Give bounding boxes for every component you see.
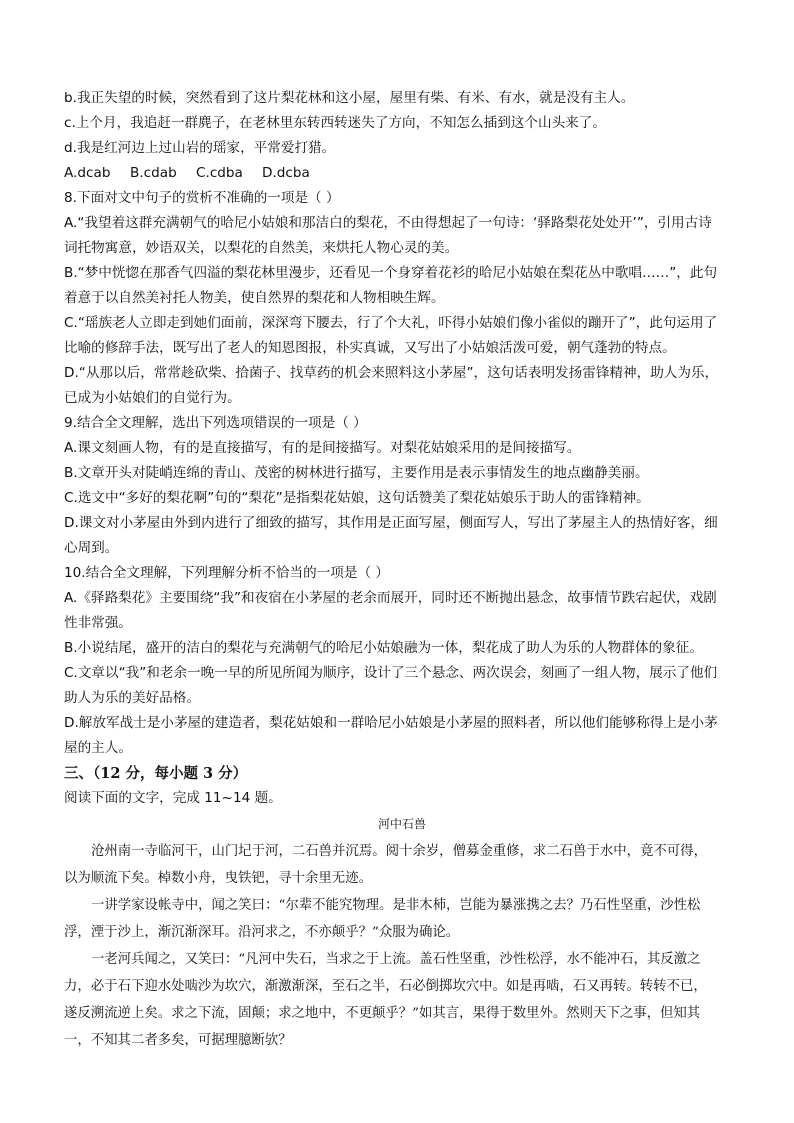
q9-option-c: C.选文中“多好的梨花啊”句的“梨花”是指梨花姑娘，这句话赞美了梨花姑娘乐于助人的雷锋精神。 [64, 490, 650, 506]
q10-option-d-cont: 屋的主人。 [64, 740, 132, 756]
passage-paragraph-3-cont-3: 一，不知其二者多矣，可据理臆断欤？ [64, 1033, 292, 1048]
q10-option-c-cont: 助人为乐的美好品格。 [64, 690, 200, 706]
passage-title: 河中石兽 [377, 817, 426, 831]
q7-answer-c: C.cdba [196, 165, 243, 181]
passage-paragraph-1: 沧州南一寺临河干，山门圮于河，二石兽并沉焉。阅十余岁，僧募金重修，求二石兽于水中，竟不可得， [91, 844, 707, 859]
q7-answer-d: D.dcba [262, 165, 310, 181]
q7-option-c: c.上个月，我追赶一群麂子，在老林里东转西转迷失了方向，不知怎么插到这个山头来了。 [64, 115, 606, 131]
q10-option-a-cont: 性非常强。 [64, 615, 132, 631]
q7-answer-a: A.dcab [64, 165, 111, 181]
q10-option-c: C.文章以“我”和老余一晚一早的所见所闻为顺序，设计了三个悬念、两次误会，刻画了一组人物，展示了他们 [64, 665, 718, 681]
q8-option-c: C.“瑶族老人立即走到她们面前，深深弯下腰去，行了个大礼，吓得小姑娘们像小雀似的蹦开了”，此句运用了 [64, 315, 718, 331]
q8-option-b: B.“梦中恍惚在那香气四溢的梨花林里漫步，还看见一个身穿着花衫的哈尼小姑娘在梨花丛中歌唱……”，此句 [64, 265, 718, 281]
q8-option-b-cont: 着意于以自然美衬托人物美，使自然界的梨花和人物相映生辉。 [64, 290, 445, 306]
section-3-heading: 三、（12 分，每小题 3 分） [64, 765, 248, 782]
q10-stem: 10.结合全文理解，下列理解分析不恰当的一项是（ ） [64, 565, 390, 581]
q10-option-a: A.《驿路梨花》主要围绕“我”和夜宿在小茅屋的老余而展开，同时还不断抛出悬念，故事情节跌宕起伏，戏剧 [64, 590, 717, 606]
passage-paragraph-3: 一老河兵闻之，又笑曰：“凡河中失石，当求之于上流。盖石性坚重，沙性松浮，水不能冲石，其反激之 [91, 952, 701, 967]
q10-option-b: B.小说结尾，盛开的洁白的梨花与充满朝气的哈尼小姑娘融为一体，梨花成了助人为乐的人物群体的象征。 [64, 640, 703, 656]
q7-option-b: b.我正失望的时候，突然看到了这片梨花林和这小屋，屋里有柴、有米、有水，就是没有主人。 [64, 90, 635, 106]
q8-option-a-cont: 词托物寓意，妙语双关，以梨花的自然美，来烘托人物心灵的美。 [64, 240, 459, 256]
q8-option-c-cont: 比喻的修辞手法，既写出了老人的知恩图报，朴实真诚，又写出了小姑娘活泼可爱，朝气蓬勃的特点。 [64, 340, 676, 356]
q8-option-a: A.“我望着这群充满朝气的哈尼小姑娘和那洁白的梨花，不由得想起了一句诗：‘驿路梨花处处开’”，引用古诗 [64, 215, 712, 231]
q7-answer-b: B.cdab [130, 165, 177, 181]
section-3-instruction: 阅读下面的文字，完成 11~14 题。 [64, 790, 282, 806]
passage-paragraph-1-cont: 以为顺流下矣。棹数小舟，曳铁钯，寻十余里无迹。 [64, 871, 372, 886]
passage-paragraph-3-cont-2: 遂反溯流逆上矣。求之下流，固颠；求之地中，不更颠乎？”如其言，果得于数里外。然则天下之事，但知其 [64, 1006, 701, 1021]
q9-stem: 9.结合全文理解，选出下列选项错误的一项是（ ） [64, 415, 367, 431]
passage-paragraph-3-cont-1: 力，必于石下迎水处啮沙为坎穴，渐激渐深，至石之半，石必倒掷坎穴中。如是再啮，石又再转。转转不已， [64, 979, 707, 994]
q9-option-a: A.课文刻画人物，有的是直接描写，有的是间接描写。对梨花姑娘采用的是间接描写。 [64, 440, 581, 456]
q9-option-b: B.文章开头对陡峭连绵的青山、茂密的树林进行描写，主要作用是表示事情发生的地点幽静美丽。 [64, 465, 649, 481]
exam-page [64, 86, 740, 1054]
q8-stem: 8.下面对文中句子的赏析不准确的一项是（ ） [64, 190, 340, 206]
passage-paragraph-2: 一讲学家设帐寺中，闻之笑曰：“尔辈不能究物理。是非木杮，岂能为暴涨携之去？乃石性坚重，沙性松 [91, 898, 701, 913]
q7-answer-options [64, 161, 740, 186]
q9-option-d: D.课文对小茅屋由外到内进行了细致的描写，其作用是正面写屋，侧面写人，写出了茅屋主人的热情好客，细 [64, 515, 718, 531]
passage-paragraph-2-cont: 浮，湮于沙上，渐沉渐深耳。沿河求之，不亦颠乎？”众服为确论。 [64, 925, 460, 940]
q7-option-d: d.我是红河边上过山岩的瑶家，平常爱打猎。 [64, 140, 336, 156]
q10-option-d: D.解放军战士是小茅屋的建造者，梨花姑娘和一群哈尼小姑娘是小茅屋的照料者，所以他们能够称得上是小茅 [64, 715, 718, 731]
q9-option-d-cont: 心周到。 [64, 540, 119, 556]
q8-option-d: D.“从那以后，常常趁砍柴、拾菌子、找草药的机会来照料这小茅屋”，这句话表明发扬雷锋精神，助人为乐， [64, 365, 719, 381]
q8-option-d-cont: 已成为小姑娘们的自觉行为。 [64, 390, 241, 406]
